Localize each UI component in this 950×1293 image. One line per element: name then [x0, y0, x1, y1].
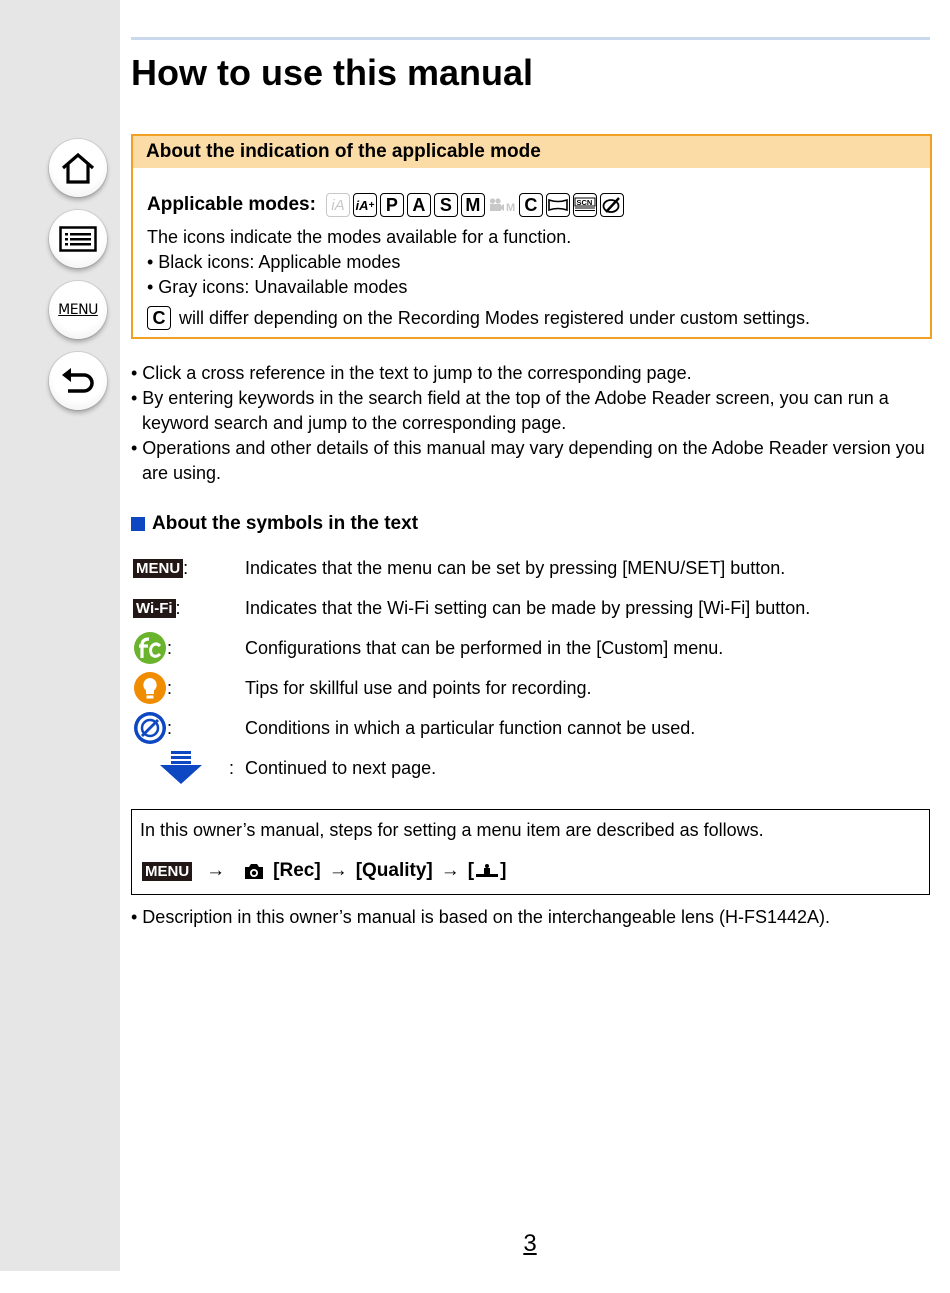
lens-description: • Description in this owner’s manual is based on the interchangeable lens (H-FS1442A). [131, 907, 831, 927]
applicable-modes-row [147, 191, 916, 219]
custom-mode-note [147, 306, 916, 330]
mode-box-heading: About the indication of the applicable mode [133, 136, 930, 168]
steps-intro: In this owner’s manual, steps for setting a menu item are described as follows. [140, 820, 764, 840]
quality-fine-icon [474, 863, 500, 879]
usage-bullets [131, 361, 931, 486]
svg-text:SCN: SCN [576, 198, 593, 207]
blue-square-bullet [131, 517, 145, 531]
bracket-open: [ [467, 860, 475, 881]
symbol-desc: Indicates that the menu can be set by pressing [MENU/SET] button. [245, 557, 786, 578]
colon: : [167, 637, 173, 658]
symbol-row-custom [133, 631, 724, 665]
page-number-link[interactable]: 3 [523, 1230, 537, 1257]
continue-down-arrow-icon [157, 750, 227, 786]
list-item: • Click a cross reference in the text to jump to the corresponding page. [131, 363, 692, 383]
symbol-desc: Conditions in which a particular function cannot be used. [245, 717, 696, 738]
colon: : [167, 677, 173, 698]
svg-text:M: M [505, 202, 515, 213]
custom-fc-icon [133, 631, 167, 665]
colon: : [175, 597, 181, 618]
mode-scn-icon [573, 193, 597, 217]
colon: : [183, 557, 189, 578]
colon: : [167, 717, 173, 738]
home-icon [60, 151, 96, 185]
menu-tag-icon: MENU [133, 559, 183, 578]
mode-ia-plus-icon: iA + [353, 193, 377, 217]
steps-example-box [131, 809, 930, 895]
mode-m-icon: M [461, 193, 485, 217]
mode-creative-icon [600, 193, 624, 217]
symbols-heading [131, 513, 418, 535]
symbol-row-menu [133, 551, 786, 585]
mode-desc-line: The icons indicate the modes available for a function. [147, 227, 572, 247]
mode-panorama-icon [546, 193, 570, 217]
list-item: • By entering keywords in the search field at the top of the Adobe Reader screen, you can run a keyword search and jump to the corresponding page. [131, 388, 889, 433]
sidebar [0, 0, 120, 1271]
contents-list-icon [59, 226, 97, 252]
mode-a-icon: A [407, 193, 431, 217]
top-rule [131, 37, 930, 40]
steps-path [142, 860, 506, 882]
menu-tag-icon: MENU [142, 862, 192, 881]
symbol-row-tips [133, 671, 592, 705]
home-button[interactable] [49, 139, 107, 197]
quality-label: [Quality] [355, 860, 433, 881]
menu-button[interactable] [49, 281, 107, 339]
arrow: → [206, 860, 226, 881]
mode-c-icon: C [519, 193, 543, 217]
mode-s-icon: S [434, 193, 458, 217]
contents-button[interactable] [49, 210, 107, 268]
back-button[interactable] [49, 352, 107, 410]
gray-icons-line: • Gray icons: Unavailable modes [147, 277, 408, 297]
symbol-row-wifi [133, 591, 811, 625]
applicable-mode-box [131, 134, 932, 339]
arrow: → [328, 860, 348, 881]
colon: : [229, 757, 235, 778]
prohibited-icon [133, 711, 167, 745]
list-item: • Operations and other details of this manual may vary depending on the Adobe Reader version you are using. [131, 438, 925, 483]
mode-movie-m-icon [488, 193, 516, 217]
camera-icon [243, 862, 265, 880]
symbol-desc: Configurations that can be performed in the [Custom] menu. [245, 637, 724, 658]
back-arrow-icon [60, 366, 96, 396]
menu-label: MENU [58, 302, 98, 318]
custom-c-icon: C [147, 306, 171, 330]
rec-label: [Rec] [273, 860, 321, 881]
symbol-desc: Tips for skillful use and points for recording. [245, 677, 592, 698]
lightbulb-tip-icon [133, 671, 167, 705]
applicable-modes-label: Applicable modes: [147, 194, 316, 215]
mode-p-icon: P [380, 193, 404, 217]
black-icons-line: • Black icons: Applicable modes [147, 252, 401, 272]
wifi-tag-icon: Wi-Fi [133, 599, 176, 618]
mode-ia-icon: iA [326, 193, 350, 217]
symbol-desc: Indicates that the Wi-Fi setting can be made by pressing [Wi-Fi] button. [245, 597, 811, 618]
symbols-heading-text: About the symbols in the text [152, 513, 419, 534]
symbol-row-prohibited [133, 711, 696, 745]
page-title: How to use this manual [131, 52, 534, 93]
symbol-row-continue [133, 751, 437, 785]
symbol-desc: Continued to next page. [245, 757, 437, 778]
bracket-close: ] [500, 860, 507, 881]
custom-mode-note-text: will differ depending on the Recording Modes registered under custom settings. [179, 307, 811, 328]
arrow: → [440, 860, 460, 881]
